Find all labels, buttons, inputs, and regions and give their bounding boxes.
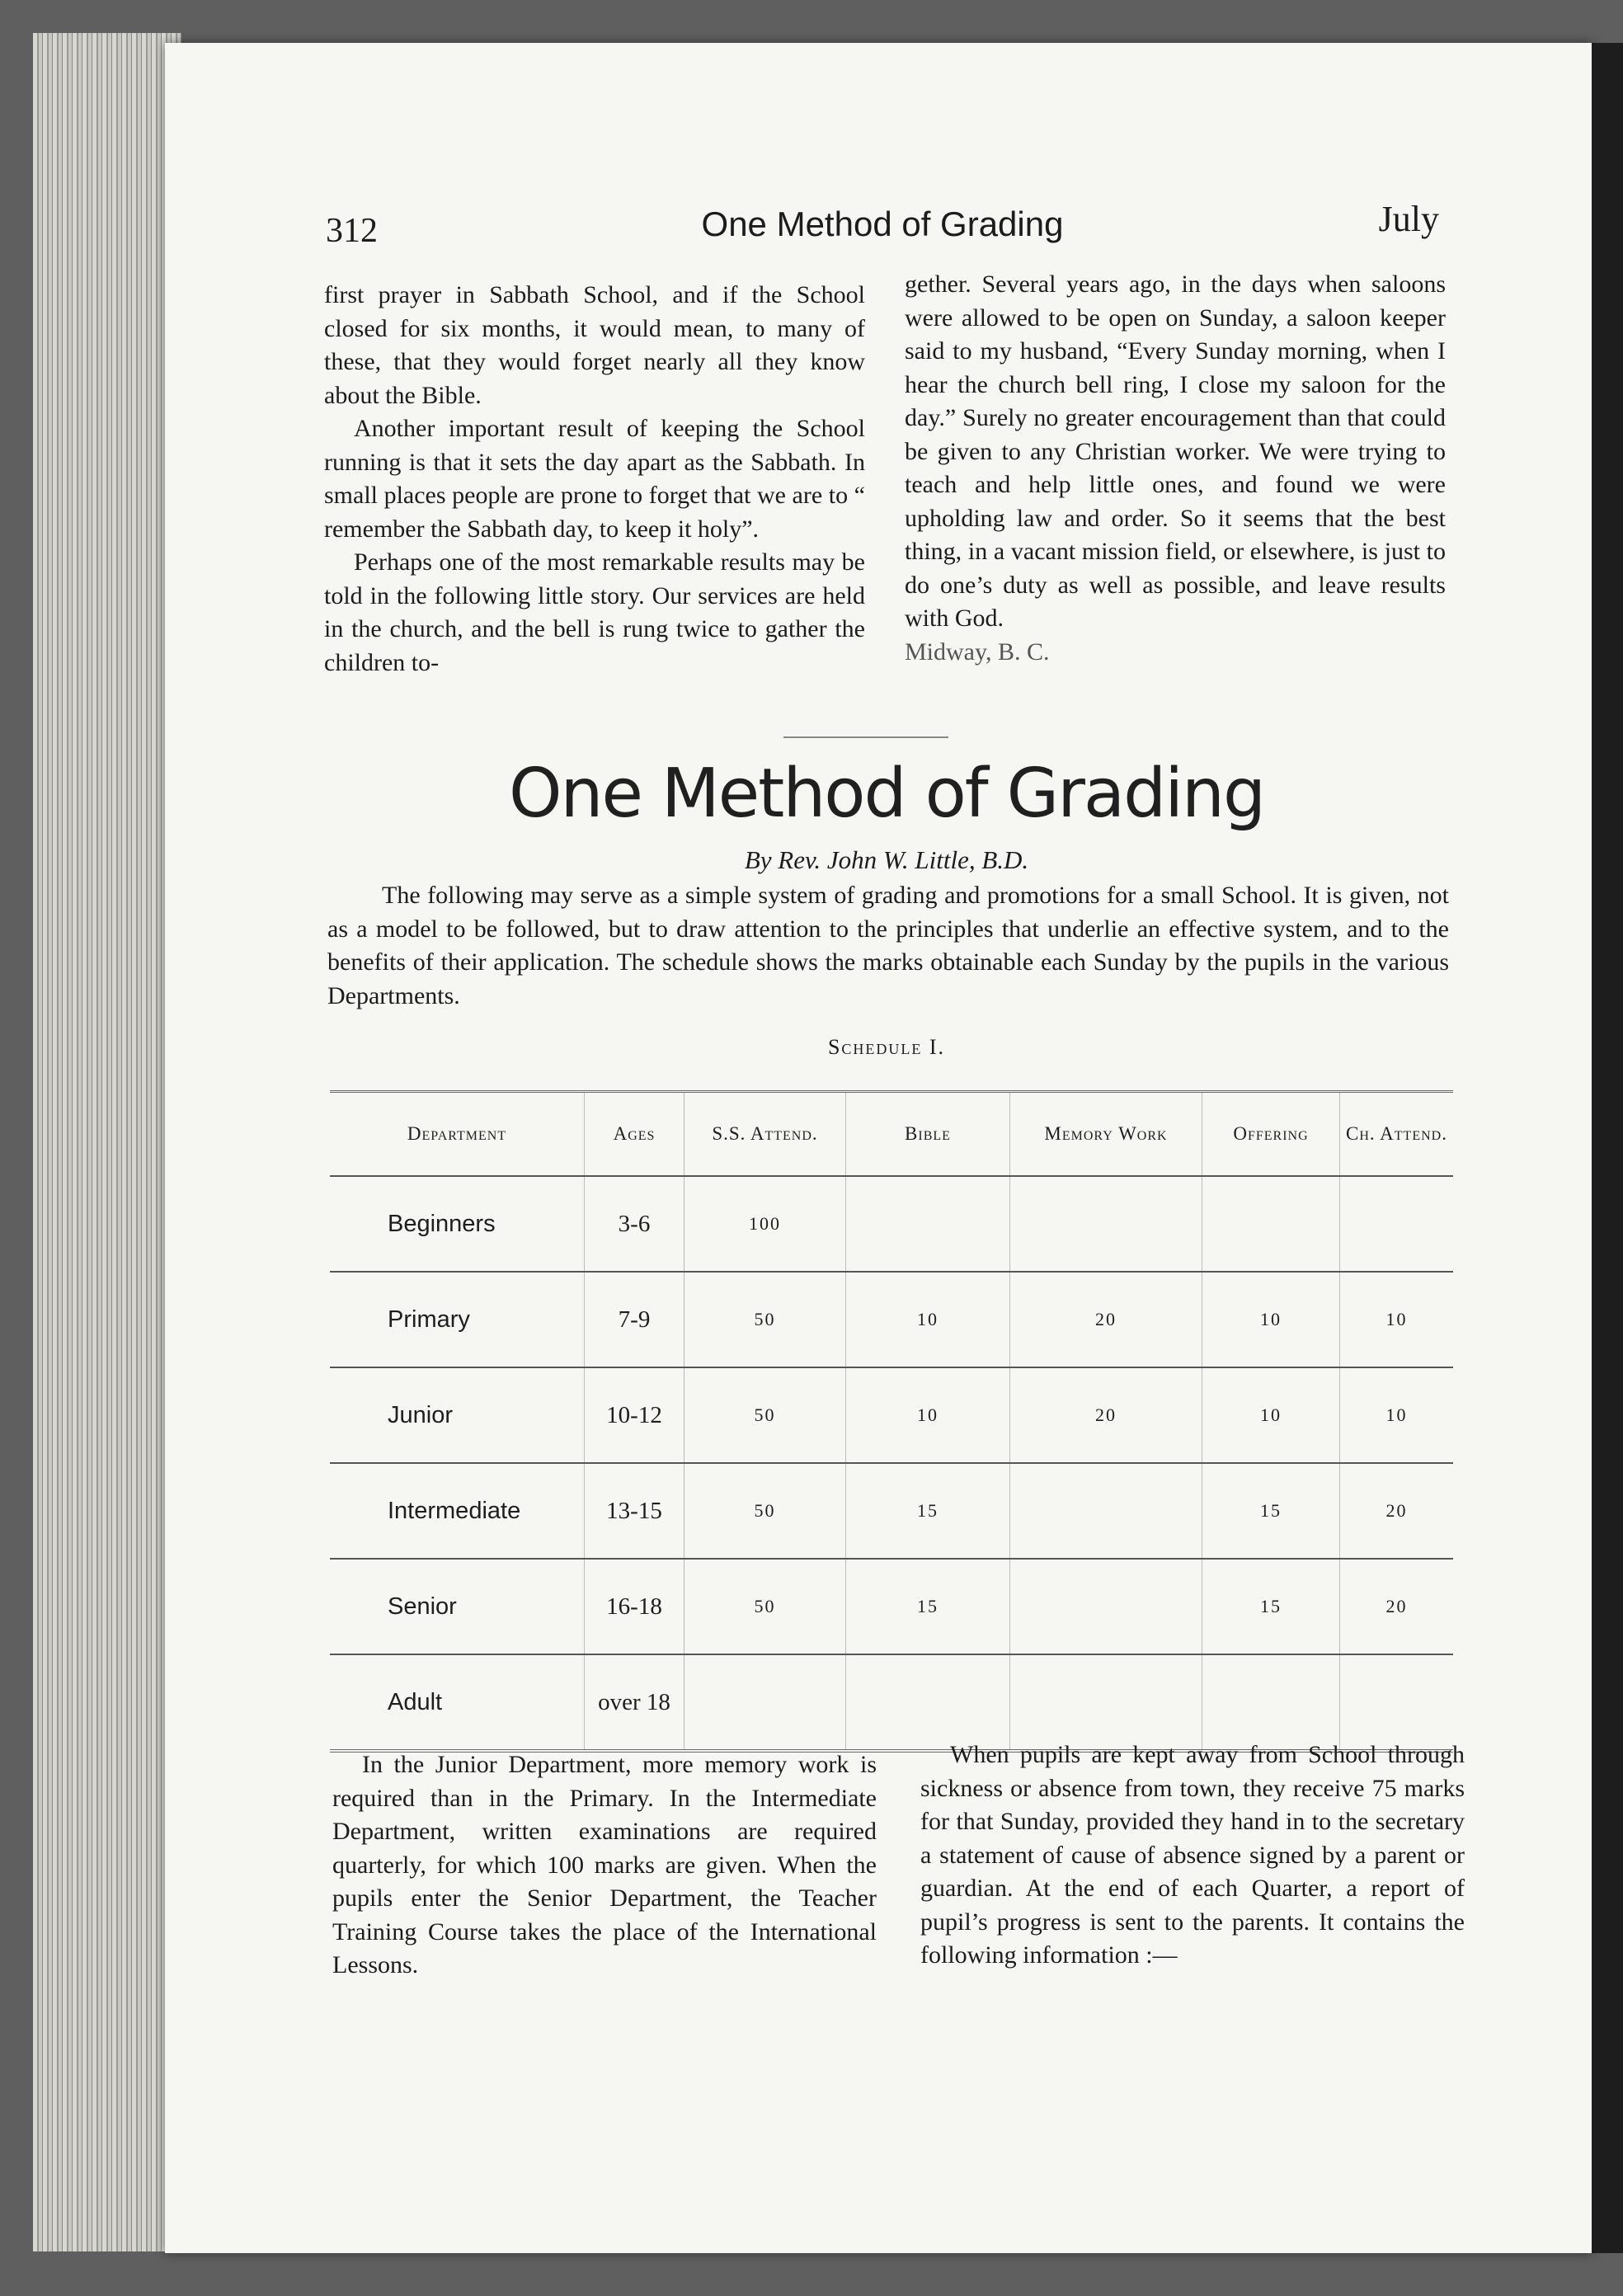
book-page-edges: [33, 33, 181, 2251]
paragraph: Another important result of keeping the School running is that it sets the day apart as the Sabbath. In small places people are prone to forget that we are to “ remember the Sabbath day, to keep it holy”.: [324, 415, 865, 543]
marks-cell: 15: [1202, 1463, 1340, 1559]
marks-cell: 10: [1340, 1367, 1454, 1463]
bottom-right-column: [920, 1738, 1465, 1973]
column-header: Bible: [846, 1092, 1010, 1177]
marks-cell: [1202, 1176, 1340, 1272]
marks-cell: 50: [684, 1463, 846, 1559]
article-title: One Method of Grading: [508, 755, 1265, 833]
running-title: One Method of Grading: [701, 205, 1064, 243]
table-row: [330, 1559, 1453, 1654]
marks-cell: 15: [846, 1463, 1010, 1559]
marks-cell: [1010, 1176, 1202, 1272]
table-row: [330, 1176, 1453, 1272]
previous-article-left-column: [324, 279, 865, 680]
table-row: [330, 1367, 1453, 1463]
department-cell: Primary: [330, 1272, 585, 1367]
marks-cell: [684, 1654, 846, 1751]
table-row: [330, 1272, 1453, 1367]
article-byline: By Rev. John W. Little, B.D.: [744, 845, 1029, 874]
marks-cell: 10: [1202, 1367, 1340, 1463]
ages-cell: 16-18: [585, 1559, 684, 1654]
table-row: [330, 1463, 1453, 1559]
marks-cell: 15: [846, 1559, 1010, 1654]
section-divider: [783, 736, 948, 738]
paragraph: The following may serve as a simple system of grading and promotions for a small School. It is given, not as a model to be followed, but to draw attention to the principles that underlie an effective system, and to the benefits of their application. The schedule shows the marks obtainable each Sunday by the pupils in the various Departments.: [327, 882, 1449, 1009]
marks-cell: [1010, 1559, 1202, 1654]
previous-article-right-column: [905, 268, 1446, 669]
schedule-caption: Schedule I.: [827, 1035, 946, 1059]
column-header: Department: [330, 1092, 585, 1177]
marks-cell: 10: [846, 1367, 1010, 1463]
department-cell: Junior: [330, 1367, 585, 1463]
marks-cell: 20: [1340, 1463, 1454, 1559]
bottom-left-column: [332, 1748, 877, 1983]
column-header: Offering: [1202, 1092, 1340, 1177]
department-cell: Beginners: [330, 1176, 585, 1272]
ages-cell: 7-9: [585, 1272, 684, 1367]
marks-cell: 10: [1202, 1272, 1340, 1367]
marks-cell: 20: [1010, 1367, 1202, 1463]
marks-cell: 100: [684, 1176, 846, 1272]
marks-cell: 20: [1340, 1559, 1454, 1654]
department-cell: Intermediate: [330, 1463, 585, 1559]
paragraph: When pupils are kept away from School through sickness or absence from town, they receive 75 marks for that Sunday, provided they hand in to the secretary a statement of cause of absence signed by a parent or guardian. At the end of each Quarter, a report of pupil’s progress is sent to the parents. It contains the following information :—: [920, 1741, 1465, 1969]
marks-cell: [1340, 1176, 1454, 1272]
marks-cell: 10: [1340, 1272, 1454, 1367]
column-header: Ages: [585, 1092, 684, 1177]
table-row: [330, 1654, 1453, 1751]
signoff-location: Midway, B. C.: [905, 638, 1050, 666]
paragraph: gether. Several years ago, in the days when saloons were allowed to be open on Sunday, a saloon keeper said to my husband, “Every Sunday morning, when I hear the church bell ring, I close my saloon for the day.” Surely no greater encouragement than that could be given to any Christian worker. We were trying to teach and help little ones, and found we were upholding law and order. So it seems that the best thing, in a vacant mission field, or elsewhere, is just to do one’s duty as well as possible, and leave results with God.: [905, 271, 1446, 632]
marks-cell: [846, 1176, 1010, 1272]
scan-border: [1592, 43, 1623, 2253]
page-number: 312: [326, 212, 378, 250]
article-intro: [327, 879, 1449, 1013]
marks-cell: [1010, 1654, 1202, 1751]
marks-cell: [1340, 1654, 1454, 1751]
ages-cell: 10-12: [585, 1367, 684, 1463]
marks-cell: 50: [684, 1559, 846, 1654]
ages-cell: over 18: [585, 1654, 684, 1751]
column-header: Memory Work: [1010, 1092, 1202, 1177]
marks-cell: 50: [684, 1272, 846, 1367]
department-cell: Senior: [330, 1559, 585, 1654]
department-cell: Adult: [330, 1654, 585, 1751]
ages-cell: 13-15: [585, 1463, 684, 1559]
marks-cell: 50: [684, 1367, 846, 1463]
paragraph: In the Junior Department, more memory work is required than in the Primary. In the Intermediate Department, written examinations are required quarterly, for which 100 marks are given. When the pupils enter the Senior Department, the Teacher Training Course takes the place of the International Lessons.: [332, 1751, 877, 1978]
schedule-table: [330, 1090, 1453, 1753]
ages-cell: 3-6: [585, 1176, 684, 1272]
column-header: Ch. Attend.: [1340, 1092, 1454, 1177]
table-header-row: [330, 1092, 1453, 1177]
marks-cell: 15: [1202, 1559, 1340, 1654]
marks-cell: 10: [846, 1272, 1010, 1367]
column-header: S.S. Attend.: [684, 1092, 846, 1177]
issue-month: July: [1378, 199, 1439, 239]
marks-cell: [846, 1654, 1010, 1751]
marks-cell: [1010, 1463, 1202, 1559]
paragraph: first prayer in Sabbath School, and if the School closed for six months, it would mean, to many of these, that they would forget nearly all they know about the Bible.: [324, 281, 865, 409]
marks-cell: [1202, 1654, 1340, 1751]
page-header: [326, 196, 1439, 254]
paragraph: Perhaps one of the most remarkable results may be told in the following little story. Our services are held in the church, and the bell is rung twice to gather the children to-: [324, 548, 865, 676]
marks-cell: 20: [1010, 1272, 1202, 1367]
